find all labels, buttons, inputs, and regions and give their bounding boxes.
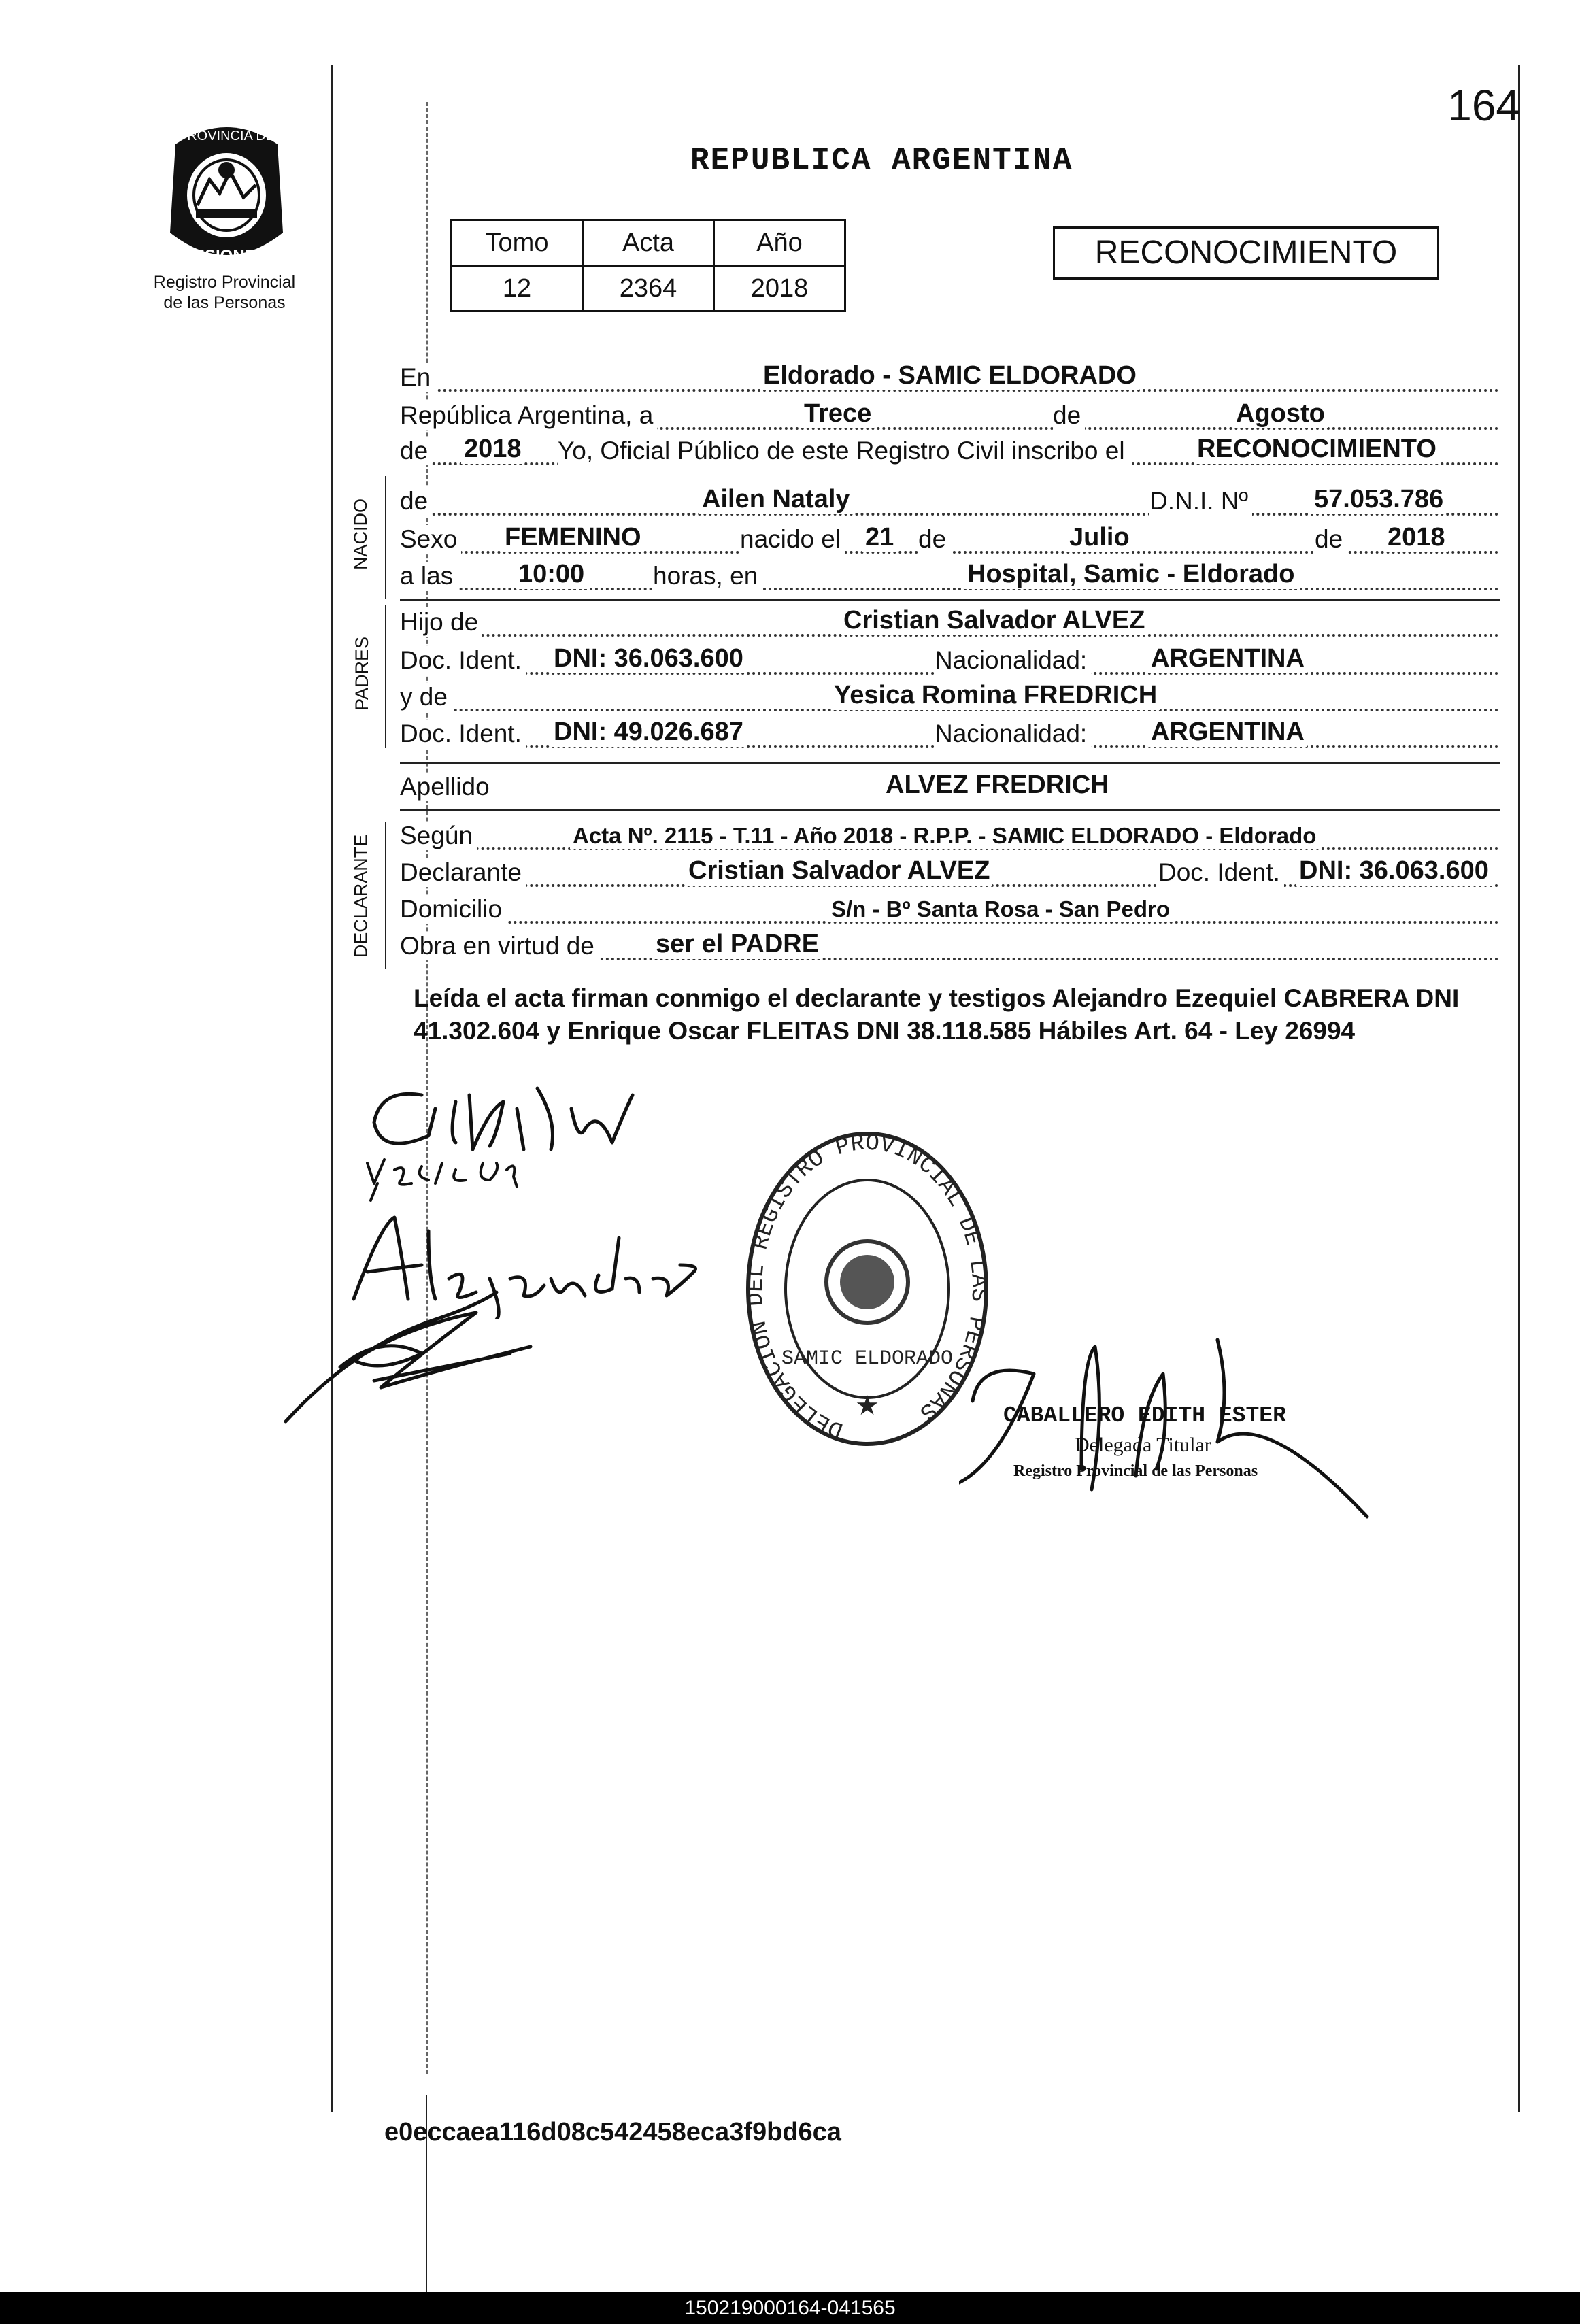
madre-doc-value: DNI: 49.026.687 xyxy=(551,718,746,747)
left-margin-line xyxy=(331,65,333,2112)
stamp-inner-text: SAMIC ELDORADO xyxy=(781,1347,954,1370)
dni-label: D.N.I. Nº xyxy=(1149,487,1252,516)
logo-caption-line2: de las Personas xyxy=(163,293,286,312)
de-label-3: de xyxy=(918,525,950,554)
domicilio-label: Domicilio xyxy=(400,895,506,924)
acta-header: Acta xyxy=(583,220,714,266)
sexo-label: Sexo xyxy=(400,525,461,554)
inscribe-value: RECONOCIMIENTO xyxy=(1194,435,1439,464)
seal-bottom-text: MISIONES xyxy=(186,247,267,265)
page-number: 164 xyxy=(1447,81,1520,130)
stamp-star-icon: ★ xyxy=(855,1391,879,1421)
row-fecha xyxy=(400,399,1499,434)
apellido-label: Apellido xyxy=(400,773,494,801)
madre-doc-label: Doc. Ident. xyxy=(400,720,526,748)
padre-doc-label: Doc. Ident. xyxy=(400,646,526,675)
alas-label: a las xyxy=(400,562,457,590)
nombre-de-label: de xyxy=(400,487,432,516)
seal-top-text: PROVINCIA DE xyxy=(178,129,275,144)
signature-scribble xyxy=(272,1265,558,1428)
official-title: Delegada Titular xyxy=(1075,1434,1211,1456)
day-value: Trece xyxy=(801,399,874,428)
right-margin-line xyxy=(1518,65,1520,2112)
obra-value: ser el PADRE xyxy=(653,930,822,959)
signature-yesica xyxy=(354,1149,558,1204)
anio-header: Año xyxy=(714,220,845,266)
logo-caption xyxy=(129,272,320,313)
row-obra xyxy=(400,929,1499,964)
province-seal-icon xyxy=(155,117,298,272)
official-stamp-icon xyxy=(741,1129,993,1455)
side-label-padres: PADRES xyxy=(352,636,373,711)
row-apellido xyxy=(400,770,1499,805)
lugar-value: Hospital, Samic - Eldorado xyxy=(964,560,1297,589)
nacido-bracket xyxy=(385,476,386,599)
official-office: Registro Provincial de las Personas xyxy=(1013,1462,1258,1480)
padre-value: Cristian Salvador ALVEZ xyxy=(841,606,1147,635)
birth-month-value: Julio xyxy=(1066,523,1132,552)
document-hash: e0eccaea116d08c542458eca3f9bd6ca xyxy=(384,2118,841,2146)
segun-value: Acta Nº. 2115 - T.11 - Año 2018 - R.P.P. - SAMIC ELDORADO - Eldorado xyxy=(570,823,1319,849)
republica-label: República Argentina, a xyxy=(400,401,657,430)
document-type-box: RECONOCIMIENTO xyxy=(1053,226,1439,280)
record-table xyxy=(450,219,846,312)
row-madre xyxy=(400,680,1499,715)
en-label: En xyxy=(400,363,435,392)
side-label-declarante: DECLARANTE xyxy=(350,834,371,958)
stamp-ring-text: DELEGACION DEL REGISTRO PROVINCIAL DE LAS PERSONAS xyxy=(743,1130,992,1443)
sexo-value: FEMENINO xyxy=(502,523,644,552)
dni-value: 57.053.786 xyxy=(1311,485,1446,514)
anio-value: 2018 xyxy=(714,266,845,311)
padres-bracket xyxy=(385,605,386,748)
row-oficial xyxy=(400,434,1499,469)
birth-year-value: 2018 xyxy=(1385,523,1448,552)
footer-code: 150219000164-041565 xyxy=(684,2297,896,2319)
oficial-text: Yo, Oficial Público de este Registro Civil inscribo el xyxy=(558,437,1129,465)
divider-apellido xyxy=(400,809,1500,811)
signature-official xyxy=(959,1333,1381,1523)
row-declarante xyxy=(400,856,1499,891)
row-domicilio xyxy=(400,892,1499,928)
madre-nac-value: ARGENTINA xyxy=(1148,718,1307,747)
month-value: Agosto xyxy=(1233,399,1328,428)
divider-padres xyxy=(400,762,1500,764)
de-label-4: de xyxy=(1315,525,1347,554)
madre-value: Yesica Romina FREDRICH xyxy=(831,681,1160,710)
row-padre-doc xyxy=(400,643,1499,679)
side-label-nacido: NACIDO xyxy=(350,498,371,571)
logo-caption-line1: Registro Provincial xyxy=(153,273,296,292)
year-value: 2018 xyxy=(461,435,524,464)
domicilio-value: S/n - Bº Santa Rosa - San Pedro xyxy=(828,896,1173,922)
nombre-value: Ailen Nataly xyxy=(699,485,853,514)
declarante-label: Declarante xyxy=(400,858,526,887)
acta-value: 2364 xyxy=(583,266,714,311)
row-padre xyxy=(400,605,1499,641)
padre-nac-value: ARGENTINA xyxy=(1148,644,1307,673)
country-title: REPUBLICA ARGENTINA xyxy=(690,143,1073,178)
row-sexo xyxy=(400,522,1499,558)
apellido-value: ALVEZ FREDRICH xyxy=(883,771,1112,800)
horas-en-label: horas, en xyxy=(653,562,762,590)
row-segun xyxy=(400,819,1499,854)
padre-nac-label: Nacionalidad: xyxy=(935,646,1091,675)
de-label-2: de xyxy=(400,437,432,465)
yde-label: y de xyxy=(400,683,452,711)
hijo-label: Hijo de xyxy=(400,608,482,637)
en-value: Eldorado - SAMIC ELDORADO xyxy=(760,361,1139,390)
nacido-label: nacido el xyxy=(740,525,845,554)
footer-code-bar xyxy=(0,2292,1580,2324)
padre-doc-value: DNI: 36.063.600 xyxy=(551,644,746,673)
row-madre-doc xyxy=(400,717,1499,752)
row-nombre xyxy=(400,484,1499,520)
obra-label: Obra en virtud de xyxy=(400,932,599,960)
declarante-value: Cristian Salvador ALVEZ xyxy=(686,856,992,886)
signature-cristian xyxy=(354,1068,653,1163)
hora-value: 10:00 xyxy=(516,560,587,589)
de-label-1: de xyxy=(1053,401,1085,430)
declarante-bracket xyxy=(385,822,386,969)
tomo-header: Tomo xyxy=(452,220,583,266)
segun-label: Según xyxy=(400,822,477,850)
tomo-value: 12 xyxy=(452,266,583,311)
closing-paragraph: Leída el acta firman conmigo el declarante y testigos Alejandro Ezequiel CABRERA DNI 41.302.604 y Enrique Oscar FLEITAS DNI 38.118.585 Hábiles Art. 64 - Ley 26994 xyxy=(414,984,1460,1045)
declarante-doc-value: DNI: 36.063.600 xyxy=(1296,856,1492,886)
row-en xyxy=(400,360,1499,396)
divider-nacido xyxy=(400,599,1500,601)
declarante-doc-label: Doc. Ident. xyxy=(1158,858,1284,887)
madre-nac-label: Nacionalidad: xyxy=(935,720,1091,748)
birth-day-value: 21 xyxy=(862,523,896,552)
row-hora xyxy=(400,559,1499,594)
official-name: CABALLERO EDITH ESTER xyxy=(1003,1403,1286,1428)
